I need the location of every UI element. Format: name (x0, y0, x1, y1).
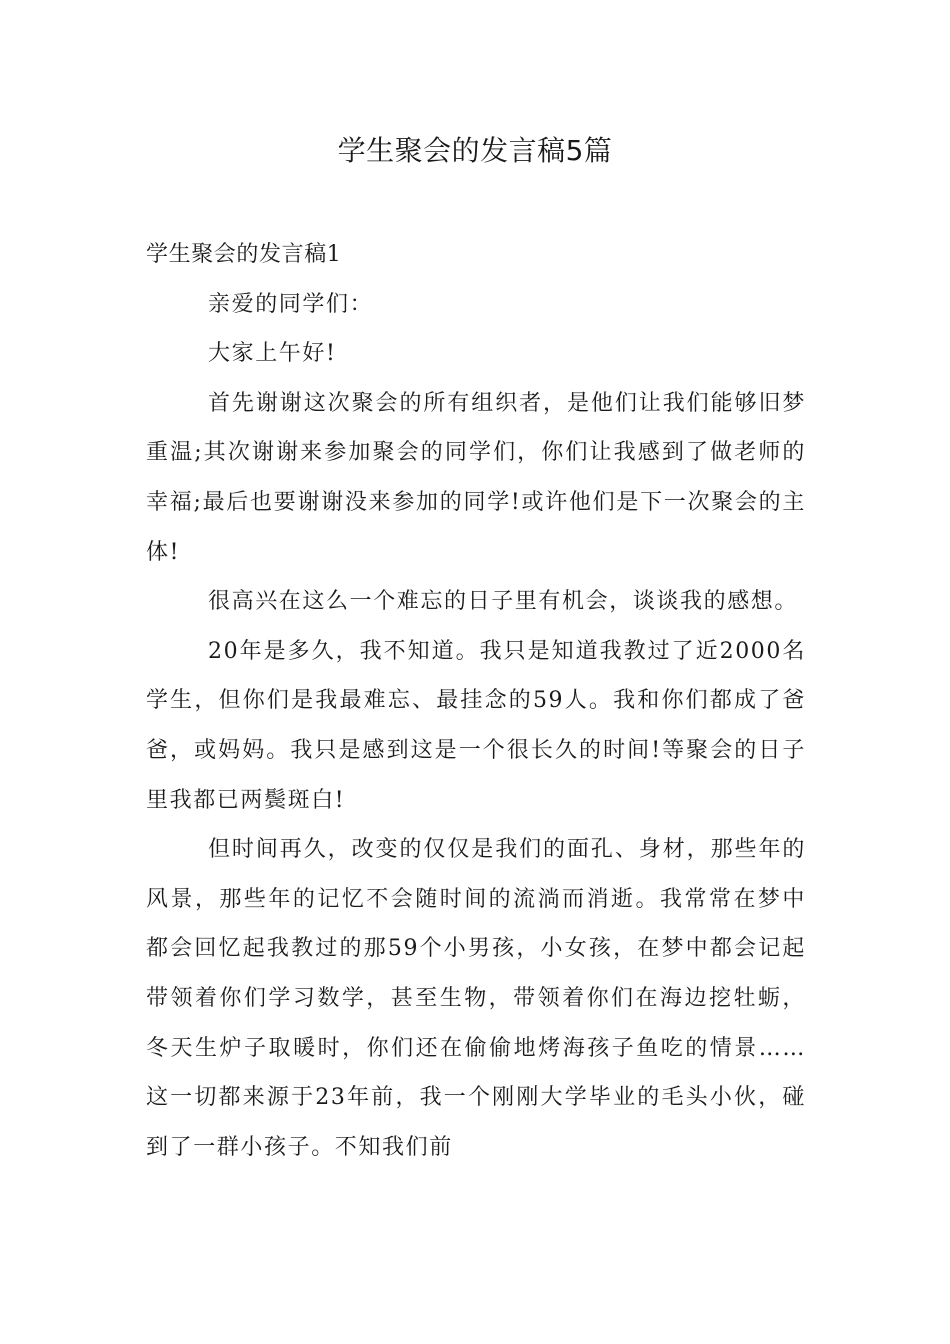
paragraph-feelings: 很高兴在这么一个难忘的日子里有机会，谈谈我的感想。 (208, 589, 799, 615)
document-body (146, 230, 806, 1172)
section-heading: 学生聚会的发言稿1 (146, 242, 342, 267)
paragraph-memories: 但时间再久，改变的仅仅是我们的面孔、身材，那些年的风景，那些年的记忆不会随时间的流淌而消逝。我常常在梦中都会回忆起我教过的那59个小男孩，小女孩，在梦中都会记起带领着你们学习数学，甚至生物，带领着你们在海边挖牡蛎，冬天生炉子取暖时，你们还在偷偷地烤海孩子鱼吃的情景……这一切都来源于23年前，我一个刚刚大学毕业的毛头小伙，碰到了一群小孩子。不知我们前 (146, 837, 806, 1160)
paragraph-thanks: 首先谢谢这次聚会的所有组织者，是他们让我们能够旧梦重温;其次谢谢来参加聚会的同学们，你们让我感到了做老师的幸福;最后也要谢谢没来参加的同学!或许他们是下一次聚会的主体! (146, 390, 806, 565)
document-title: 学生聚会的发言稿5篇 (337, 134, 613, 167)
paragraph-twenty-years: 20年是多久，我不知道。我只是知道我教过了近2000名学生，但你们是我最难忘、最挂念的59人。我和你们都成了爸爸，或妈妈。我只是感到这是一个很长久的时间!等聚会的日子里我都已两鬓斑白! (146, 638, 806, 813)
paragraph-greeting: 大家上午好! (208, 341, 337, 367)
paragraph-salutation: 亲爱的同学们： (208, 291, 374, 317)
